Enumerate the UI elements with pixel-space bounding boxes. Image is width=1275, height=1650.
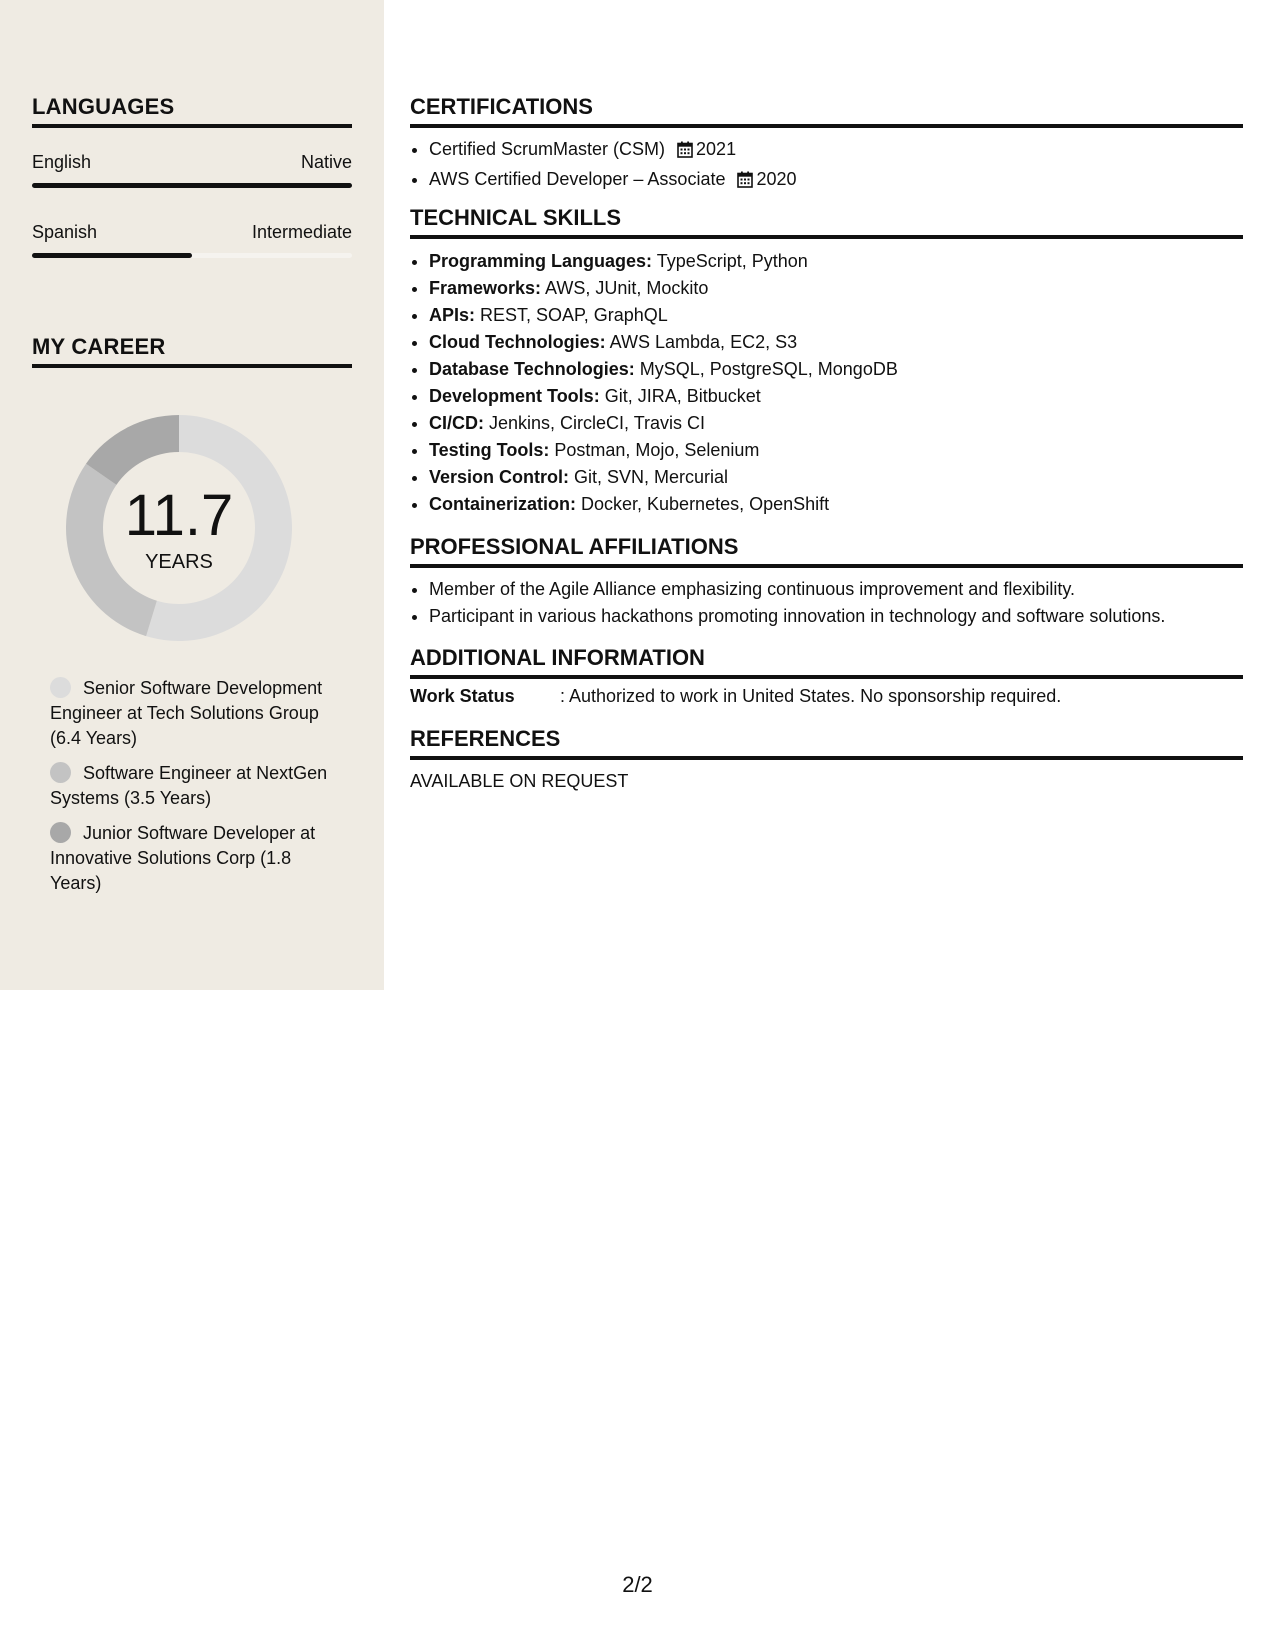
language-name: English bbox=[32, 152, 92, 172]
skill-label: Cloud Technologies: bbox=[429, 332, 606, 352]
sidebar bbox=[0, 0, 384, 990]
language-level: Native bbox=[300, 152, 352, 172]
donut-center bbox=[66, 415, 292, 641]
skills-list bbox=[410, 248, 1243, 518]
legend-label: Junior Software Developer at Innovative Solutions Corp (1.8 Years) bbox=[50, 823, 316, 893]
certifications-list bbox=[410, 136, 1243, 196]
skill-label: Development Tools: bbox=[429, 386, 600, 406]
skill-label: Programming Languages: bbox=[429, 251, 653, 271]
calendar-icon bbox=[737, 169, 753, 196]
legend-dot bbox=[50, 762, 71, 783]
certification-item bbox=[429, 136, 1243, 166]
skill-value: Git, SVN, Mercurial bbox=[569, 467, 729, 487]
skill-item bbox=[429, 410, 1243, 437]
certification-name: Certified ScrumMaster (CSM) bbox=[429, 139, 666, 159]
affiliation-item: • Participant in various hackathons promoting innovation in technology and software solutions. bbox=[429, 603, 1243, 630]
skill-item bbox=[429, 302, 1243, 329]
skill-value: AWS, JUnit, Mockito bbox=[541, 278, 709, 298]
skill-value: Postman, Mojo, Selenium bbox=[549, 440, 760, 460]
skill-item bbox=[429, 464, 1243, 491]
language-bar-fill bbox=[32, 253, 192, 258]
skill-item bbox=[429, 491, 1243, 518]
page-number: 2/2 bbox=[622, 1572, 653, 1597]
certifications-title: CERTIFICATIONS bbox=[410, 94, 1243, 128]
skill-value: MySQL, PostgreSQL, MongoDB bbox=[634, 359, 898, 379]
skill-label: CI/CD: bbox=[429, 413, 484, 433]
legend-item bbox=[50, 821, 340, 896]
certification-year: 2021 bbox=[696, 139, 737, 159]
language-bar bbox=[32, 183, 352, 188]
skill-label: Containerization: bbox=[429, 494, 576, 514]
skills-title: TECHNICAL SKILLS bbox=[410, 205, 1243, 239]
legend-dot bbox=[50, 822, 71, 843]
legend-item bbox=[50, 761, 340, 811]
skill-item bbox=[429, 437, 1243, 464]
skill-label: Database Technologies: bbox=[429, 359, 635, 379]
certification-year: 2020 bbox=[756, 169, 797, 189]
affiliations-title: PROFESSIONAL AFFILIATIONS bbox=[410, 534, 1243, 568]
affiliation-item: • Member of the Agile Alliance emphasizing continuous improvement and flexibility. bbox=[429, 576, 1243, 603]
skill-value: Jenkins, CircleCI, Travis CI bbox=[484, 413, 706, 433]
skill-label: Version Control: bbox=[429, 467, 570, 487]
legend-label: Senior Software Development Engineer at Tech Solutions Group (6.4 Years) bbox=[50, 678, 323, 748]
skill-value: REST, SOAP, GraphQL bbox=[475, 305, 668, 325]
references-text: AVAILABLE ON REQUEST bbox=[410, 771, 629, 791]
skill-item bbox=[429, 356, 1243, 383]
skill-label: APIs: bbox=[429, 305, 476, 325]
references-title: REFERENCES bbox=[410, 726, 1243, 760]
skill-item bbox=[429, 383, 1243, 410]
skill-value: Docker, Kubernetes, OpenShift bbox=[576, 494, 830, 514]
skill-item bbox=[429, 248, 1243, 275]
certification-item bbox=[429, 166, 1243, 196]
work-status-label: Work Status bbox=[410, 686, 515, 706]
language-bar bbox=[32, 253, 352, 258]
legend-dot bbox=[50, 677, 71, 698]
affiliations-list bbox=[410, 576, 1243, 630]
language-item bbox=[32, 152, 352, 188]
legend-item bbox=[50, 676, 340, 751]
work-status-row bbox=[410, 686, 1243, 707]
language-bar-fill bbox=[32, 183, 352, 188]
language-name: Spanish bbox=[32, 222, 98, 242]
calendar-icon bbox=[677, 139, 693, 166]
legend-label: Software Engineer at NextGen Systems (3.5 Years) bbox=[50, 763, 328, 808]
language-item bbox=[32, 222, 352, 258]
career-total-years: 11.7 bbox=[124, 483, 234, 548]
work-status-value: : Authorized to work in United States. No sponsorship required. bbox=[560, 686, 1062, 706]
skill-label: Testing Tools: bbox=[429, 440, 550, 460]
certification-name: AWS Certified Developer – Associate bbox=[429, 169, 726, 189]
skill-value: TypeScript, Python bbox=[652, 251, 808, 271]
career-years-unit: YEARS bbox=[145, 551, 213, 573]
language-level: Intermediate bbox=[251, 222, 352, 242]
career-donut-chart bbox=[66, 415, 292, 641]
skill-item bbox=[429, 275, 1243, 302]
skill-value: Git, JIRA, Bitbucket bbox=[599, 386, 761, 406]
career-title: MY CAREER bbox=[32, 334, 352, 368]
additional-title: ADDITIONAL INFORMATION bbox=[410, 645, 1243, 679]
career-legend bbox=[50, 676, 340, 906]
skill-label: Frameworks: bbox=[429, 278, 542, 298]
skill-item bbox=[429, 329, 1243, 356]
skill-value: AWS Lambda, EC2, S3 bbox=[605, 332, 798, 352]
languages-title: LANGUAGES bbox=[32, 94, 352, 128]
